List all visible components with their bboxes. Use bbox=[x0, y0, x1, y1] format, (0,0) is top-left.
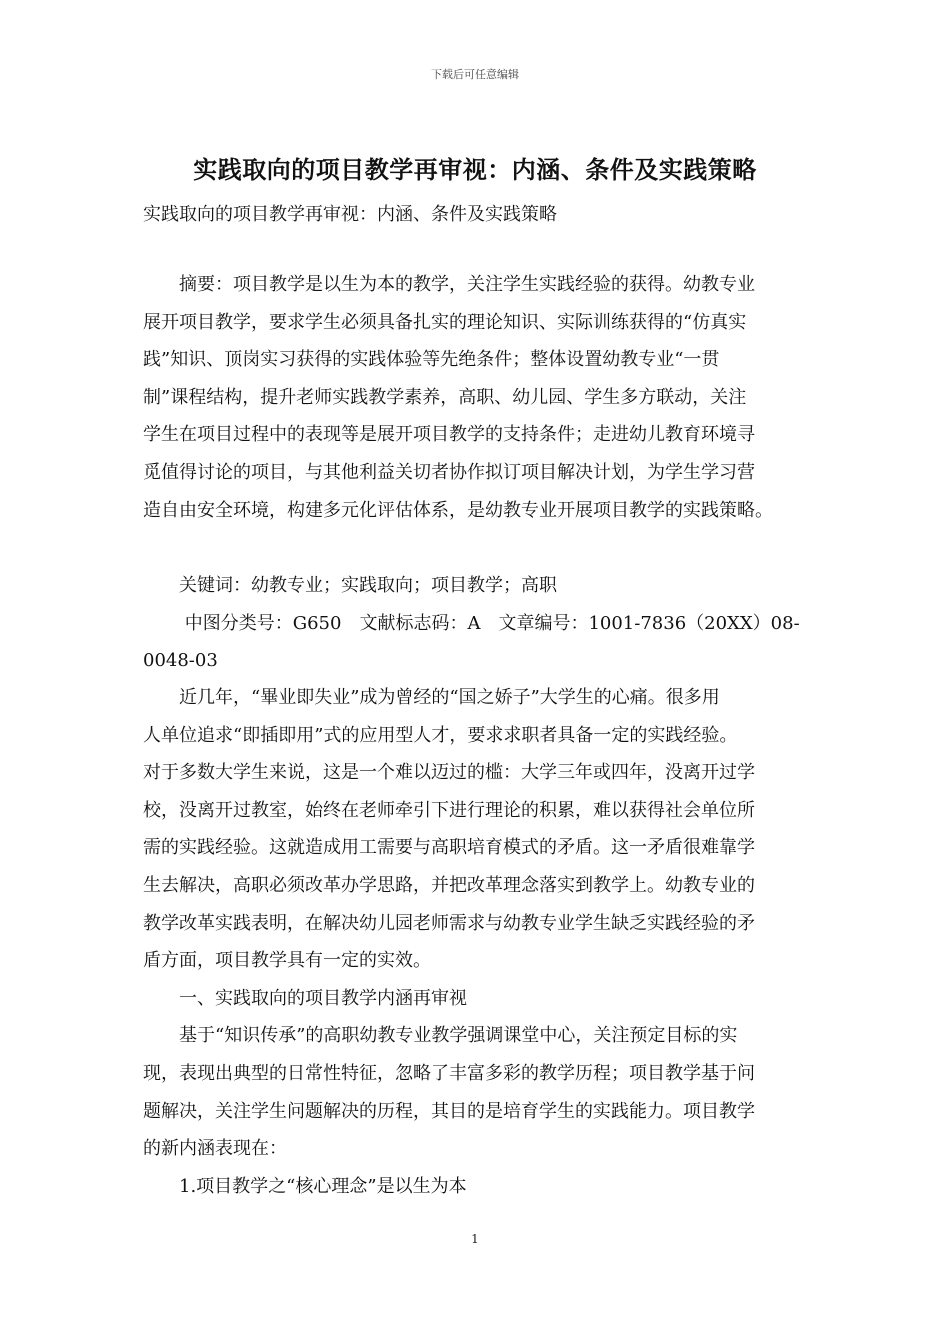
body-line: 需的实践经验。这就造成用工需要与高职培育模式的矛盾。这一矛盾很难靠学 bbox=[143, 837, 755, 859]
abstract-line: 学生在项目过程中的表现等是展开项目教学的支持条件；走进幼儿教育环境寻 bbox=[143, 424, 755, 446]
body-text bbox=[143, 679, 815, 1205]
subtitle-line: 实践取向的项目教学再审视：内涵、条件及实践策略 bbox=[143, 204, 557, 225]
abstract-line: 展开项目教学，要求学生必须具备扎实的理论知识、实际训练获得的“仿真实 bbox=[143, 311, 747, 333]
abstract-line: 践”知识、顶岗实习获得的实践体验等先绝条件；整体设置幼教专业“一贯 bbox=[143, 349, 720, 371]
section-heading: 一、实践取向的项目教学内涵再审视 bbox=[143, 987, 467, 1009]
keywords-block bbox=[143, 567, 815, 680]
body-line: 题解决，关注学生问题解决的历程，其目的是培育学生的实践能力。项目教学 bbox=[143, 1100, 755, 1122]
abstract-paragraph bbox=[143, 266, 815, 529]
body-line: 教学改革实践表明，在解决幼儿园老师需求与幼教专业学生缺乏实践经验的矛 bbox=[143, 912, 755, 934]
header-note: 下载后可任意编辑 bbox=[431, 68, 519, 81]
classification-line: 0048-03 bbox=[143, 650, 218, 672]
body-line: 近几年，“畢业即失业”成为曾经的“国之娇子”大学生的心痛。很多用 bbox=[143, 687, 720, 708]
abstract-line: 觅值得讨论的项目，与其他利益关切者协作拟订项目解决计划，为学生学习营 bbox=[143, 461, 755, 483]
abstract-line: 制”课程结构，提升老师实践教学素养，高职、幼儿园、学生多方联动，关注 bbox=[143, 386, 747, 408]
classification-line: 中图分类号：G650 文献标志码：A 文章编号：1001-7836（20XX）08- bbox=[143, 612, 800, 634]
document-subtitle bbox=[143, 196, 815, 234]
abstract-line: 摘要：项目教学是以生为本的教学，关注学生实践经验的获得。幼教专业 bbox=[143, 274, 755, 295]
keywords-line: 关键词：幼教专业；实践取向；项目教学；高职 bbox=[143, 575, 557, 596]
body-line: 人单位追求“即插即用”式的应用型人才，要求求职者具备一定的实践经验。 bbox=[143, 724, 738, 746]
page-number: 1 bbox=[471, 1232, 479, 1246]
body-line: 校，没离开过教室，始终在老师牵引下进行理论的积累，难以获得社会单位所 bbox=[143, 799, 755, 821]
body-line: 的新内涵表现在： bbox=[143, 1138, 287, 1160]
body-line: 对于多数大学生来说，这是一个难以迈过的槛：大学三年或四年，没离开过学 bbox=[143, 762, 755, 784]
document-title: 实践取向的项目教学再审视：内涵、条件及实践策略 bbox=[193, 155, 757, 184]
body-line: 基于“知识传承”的高职幼教专业教学强调课堂中心，关注预定目标的实 bbox=[143, 1025, 738, 1047]
body-line: 现，表现出典型的日常性特征，忽略了丰富多彩的教学历程；项目教学基于问 bbox=[143, 1062, 755, 1084]
body-line: 盾方面，项目教学具有一定的实效。 bbox=[143, 950, 431, 972]
body-line: 生去解决，高职必须改革办学思路，并把改革理念落实到教学上。幼教专业的 bbox=[143, 874, 755, 896]
subsection-heading: 1.项目教学之“核心理念”是以生为本 bbox=[143, 1175, 467, 1197]
abstract-line: 造自由安全环境，构建多元化评估体系，是幼教专业开展项目教学的实践策略。 bbox=[143, 499, 773, 521]
